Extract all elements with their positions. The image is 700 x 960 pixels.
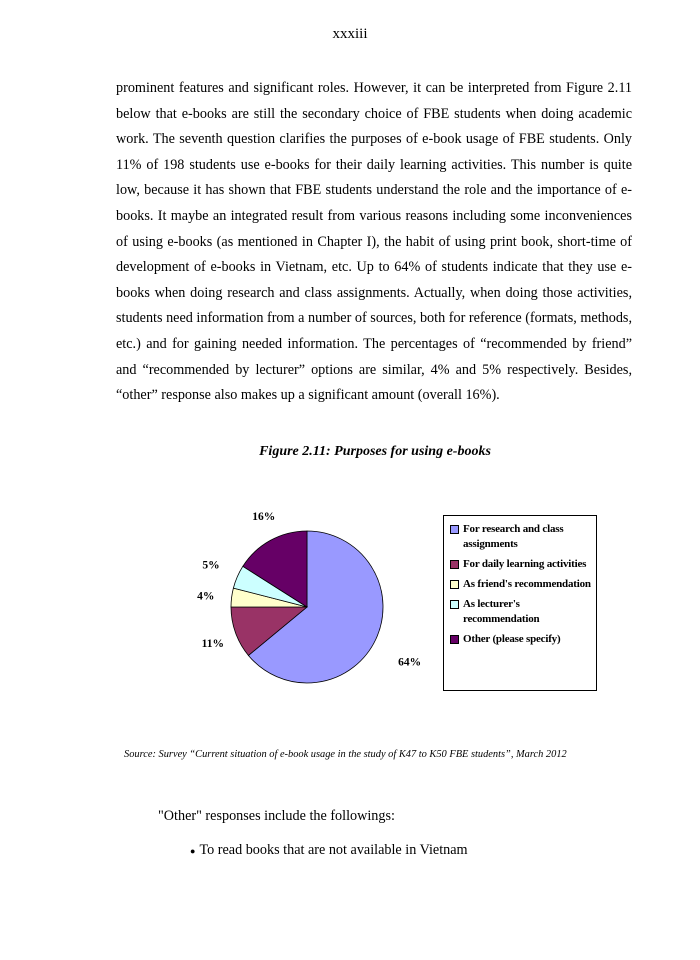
- bullet-list-item: [190, 842, 468, 859]
- figure-source-note: Source: Survey “Current situation of e-book usage in the study of K47 to K50 FBE students”, March 2012: [124, 749, 567, 760]
- pie-slice-label-3: 4%: [197, 590, 215, 603]
- legend-label-5: Other (please specify): [463, 633, 561, 645]
- legend-label-1: For research and class assignments: [463, 523, 564, 550]
- figure-caption: Figure 2.11: Purposes for using e-books: [259, 444, 491, 459]
- pie-slice-label-4: 5%: [202, 559, 220, 572]
- legend-swatch-2: [450, 560, 459, 569]
- legend-label-4: As lecturer's recommendation: [463, 598, 540, 625]
- pie-slice-label-5: 16%: [252, 510, 276, 523]
- legend-item-3: [450, 577, 592, 592]
- pie-slice-label-2: 11%: [201, 637, 224, 650]
- bullet-icon: ●: [190, 845, 196, 856]
- other-responses-intro: "Other" responses include the followings:: [158, 808, 395, 824]
- legend-label-3: As friend's recommendation: [463, 578, 591, 590]
- legend-item-2: [450, 557, 592, 572]
- chart-legend: [443, 515, 597, 691]
- bullet-text: To read books that are not available in Vietnam: [199, 842, 468, 858]
- legend-item-1: [450, 522, 592, 552]
- pie-chart: [190, 505, 610, 705]
- legend-item-5: [450, 632, 592, 647]
- legend-swatch-5: [450, 635, 459, 644]
- legend-swatch-4: [450, 600, 459, 609]
- legend-swatch-1: [450, 525, 459, 534]
- pie-slice-label-1: 64%: [398, 656, 422, 669]
- legend-label-2: For daily learning activities: [463, 558, 587, 570]
- body-paragraph: prominent features and significant roles. However, it can be interpreted from Figure 2.11 below that e-books are still the secondary choice of FBE students when doing academic work. The seventh question clarifies the purposes of e-book usage of FBE students. Only 11% of 198 students use e-books for their daily learning activities. This number is quite low, because it has shown that FBE students understand the role and the importance of e-books. It maybe an integrated result from various reasons including some inconveniences of using e-books (as mentioned in Chapter I), the habit of using print book, short-time of development of e-books in Vietnam, etc. Up to 64% of students indicate that they use e-books when doing research and class assignments. Actually, when doing those activities, students need information from a number of sources, both for reference (formats, methods, etc.) and for gaining needed information. The percentages of “recommended by friend” and “recommended by lecturer” options are similar, 4% and 5% respectively. Besides, “other” response also makes up a significant amount (overall 16%).: [116, 80, 632, 404]
- legend-item-4: [450, 597, 592, 627]
- legend-swatch-3: [450, 580, 459, 589]
- page-number: xxxiii: [332, 26, 368, 42]
